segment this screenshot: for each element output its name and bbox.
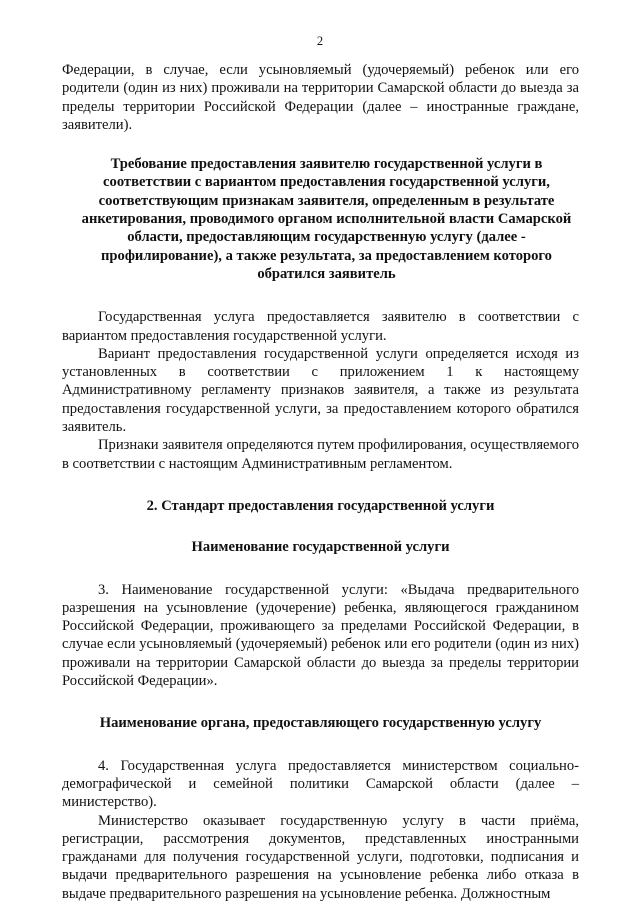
intro-paragraph: Федерации, в случае, если усыновляемый (удочеряемый) ребенок или его родители (один из них) проживали на территории Самарской области до выезда за пределы территории Российской Федерации (далее – иностранные граждане, заявители). bbox=[62, 62, 579, 133]
organ-section-title: Наименование органа, предоставляющего государственную услугу bbox=[99, 715, 542, 732]
requirement-paragraph-3: Признаки заявителя определяются путем профилирования, осуществляемого в соответствии с настоящим Административным регламентом. bbox=[62, 437, 579, 472]
requirement-section-title: Требование предоставления заявителю государственной услуги в соответствии с вариантом предоставления государственной услуги, соответствующим признакам заявителя, определенным в результате анкетирования, проводимого органом исполнительной власти Самарской области, предоставляющим государственную услугу (далее - профилирование), а также результата, за предоставлением которого обратился заявитель bbox=[81, 156, 572, 282]
standard-section-title: 2. Стандарт предоставления государственной услуги bbox=[146, 497, 495, 514]
service-name-section-title: Наименование государственной услуги bbox=[191, 539, 450, 556]
document-body bbox=[62, 61, 579, 903]
service-name-paragraph: 3. Наименование государственной услуги: «Выдача предварительного разрешения на усыновление (удочерение) ребенка, являющегося гражданином Российской Федерации, проживающего за пределами Российской Федерации, в случае если усыновляемый (удочеряемый) ребенок или его родители (один из них) проживали на территории Самарской области до выезда за пределы территории Российской Федерации». bbox=[62, 581, 579, 690]
requirement-paragraph-1: Государственная услуга предоставляется заявителю в соответствии с вариантом предоставления государственной услуги. bbox=[62, 309, 579, 344]
organ-paragraph-2: Министерство оказывает государственную услугу в части приёма, регистрации, рассмотрения документов, представленных иностранными гражданами для получения государственной услуги, подготовки, подписания и выдачи предварительного разрешения на усыновление ребенка либо отказа в выдаче предварительного разрешения на усыновление ребенка. Должностным bbox=[62, 812, 579, 902]
organ-paragraph-1: 4. Государственная услуга предоставляется министерством социально-демографической и семейной политики Самарской области (далее – министерство). bbox=[62, 757, 579, 811]
requirement-paragraph-2: Вариант предоставления государственной услуги определяется исходя из установленных в соответствии с приложением 1 к настоящему Административному регламенту признаков заявителя, а также из результата предоставления государственной услуги, за предоставлением которого обратился заявитель. bbox=[62, 345, 579, 436]
page-number: 2 bbox=[316, 34, 324, 48]
